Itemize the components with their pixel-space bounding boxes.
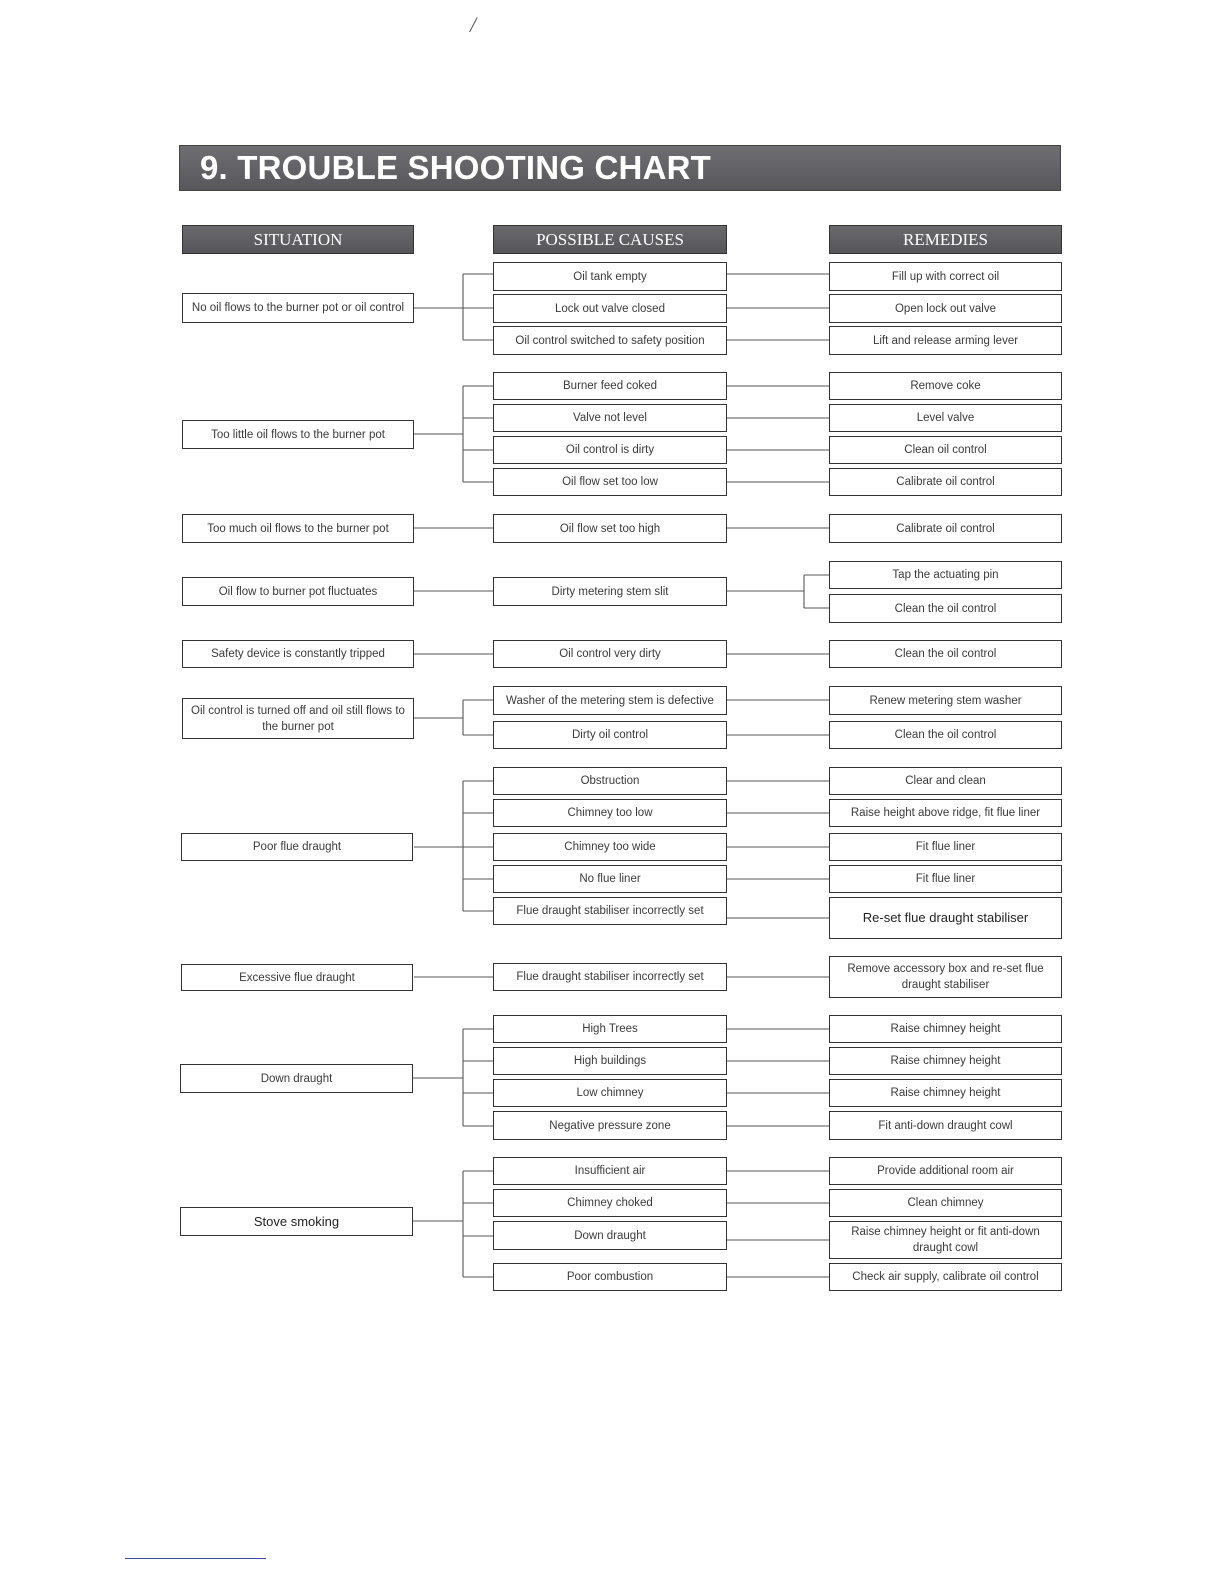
situation-box: Too much oil flows to the burner pot xyxy=(182,514,414,543)
remedy-box: Raise chimney height xyxy=(829,1047,1062,1075)
cause-box: Down draught xyxy=(493,1221,727,1250)
remedy-box: Open lock out valve xyxy=(829,294,1062,323)
cause-box: Oil flow set too low xyxy=(493,468,727,496)
cause-box: Dirty oil control xyxy=(493,721,727,749)
cause-box: Oil control switched to safety position xyxy=(493,326,727,355)
situation-box: Poor flue draught xyxy=(181,833,413,861)
remedy-box: Renew metering stem washer xyxy=(829,686,1062,715)
page-title: 9. TROUBLE SHOOTING CHART xyxy=(200,149,712,186)
remedy-box: Provide additional room air xyxy=(829,1157,1062,1185)
cause-box: Low chimney xyxy=(493,1079,727,1107)
remedy-box: Level valve xyxy=(829,404,1062,432)
remedy-box: Clean the oil control xyxy=(829,640,1062,668)
remedy-box: Remove coke xyxy=(829,372,1062,400)
cause-box: Oil control is dirty xyxy=(493,436,727,464)
remedy-box: Calibrate oil control xyxy=(829,468,1062,496)
remedy-box: Fit flue liner xyxy=(829,833,1062,861)
situation-box: Down draught xyxy=(180,1064,413,1093)
remedy-box: Fill up with correct oil xyxy=(829,262,1062,291)
cause-box: Burner feed coked xyxy=(493,372,727,400)
cause-box: Oil flow set too high xyxy=(493,514,727,543)
footer-rule xyxy=(125,1558,266,1559)
situation-box: Safety device is constantly tripped xyxy=(182,640,414,668)
remedy-box: Re-set flue draught stabiliser xyxy=(829,897,1062,939)
cause-box: No flue liner xyxy=(493,865,727,893)
cause-box: Insufficient air xyxy=(493,1157,727,1185)
cause-box: Poor combustion xyxy=(493,1263,727,1291)
remedy-box: Raise chimney height xyxy=(829,1015,1062,1043)
cause-box: Flue draught stabiliser incorrectly set xyxy=(493,963,727,991)
cause-box: Valve not level xyxy=(493,404,727,432)
cause-box: Flue draught stabiliser incorrectly set xyxy=(493,897,727,925)
remedy-box: Clean oil control xyxy=(829,436,1062,464)
situation-box: Excessive flue draught xyxy=(181,964,413,991)
cause-box: Washer of the metering stem is defective xyxy=(493,686,727,715)
remedy-box: Check air supply, calibrate oil control xyxy=(829,1263,1062,1291)
pen-mark: / xyxy=(470,12,477,37)
remedy-box: Clean the oil control xyxy=(829,594,1062,623)
situation-box: No oil flows to the burner pot or oil control xyxy=(182,293,414,323)
cause-box: Chimney too wide xyxy=(493,833,727,861)
remedy-box: Raise height above ridge, fit flue liner xyxy=(829,799,1062,827)
cause-box: Oil control very dirty xyxy=(493,640,727,668)
remedy-box: Raise chimney height xyxy=(829,1079,1062,1107)
cause-box: Chimney too low xyxy=(493,799,727,827)
cause-box: Lock out valve closed xyxy=(493,294,727,323)
situation-box: Stove smoking xyxy=(180,1207,413,1236)
column-header-causes: POSSIBLE CAUSES xyxy=(493,225,727,254)
cause-box: High buildings xyxy=(493,1047,727,1075)
cause-box: Oil tank empty xyxy=(493,262,727,291)
cause-box: Negative pressure zone xyxy=(493,1111,727,1140)
situation-box: Too little oil flows to the burner pot xyxy=(182,420,414,449)
remedy-box: Calibrate oil control xyxy=(829,514,1062,543)
remedy-box: Fit anti-down draught cowl xyxy=(829,1111,1062,1140)
remedy-box: Remove accessory box and re-set flue draught stabiliser xyxy=(829,956,1062,998)
remedy-box: Clean chimney xyxy=(829,1189,1062,1217)
cause-box: Chimney choked xyxy=(493,1189,727,1217)
column-header-remedies: REMEDIES xyxy=(829,225,1062,254)
remedy-box: Fit flue liner xyxy=(829,865,1062,893)
cause-box: High Trees xyxy=(493,1015,727,1043)
remedy-box: Clear and clean xyxy=(829,767,1062,795)
remedy-box: Raise chimney height or fit anti-down draught cowl xyxy=(829,1221,1062,1259)
remedy-box: Tap the actuating pin xyxy=(829,561,1062,589)
column-header-situation: SITUATION xyxy=(182,225,414,254)
remedy-box: Clean the oil control xyxy=(829,721,1062,749)
situation-box: Oil flow to burner pot fluctuates xyxy=(182,577,414,606)
remedy-box: Lift and release arming lever xyxy=(829,326,1062,355)
situation-box: Oil control is turned off and oil still flows to the burner pot xyxy=(182,698,414,739)
cause-box: Obstruction xyxy=(493,767,727,795)
cause-box: Dirty metering stem slit xyxy=(493,577,727,606)
